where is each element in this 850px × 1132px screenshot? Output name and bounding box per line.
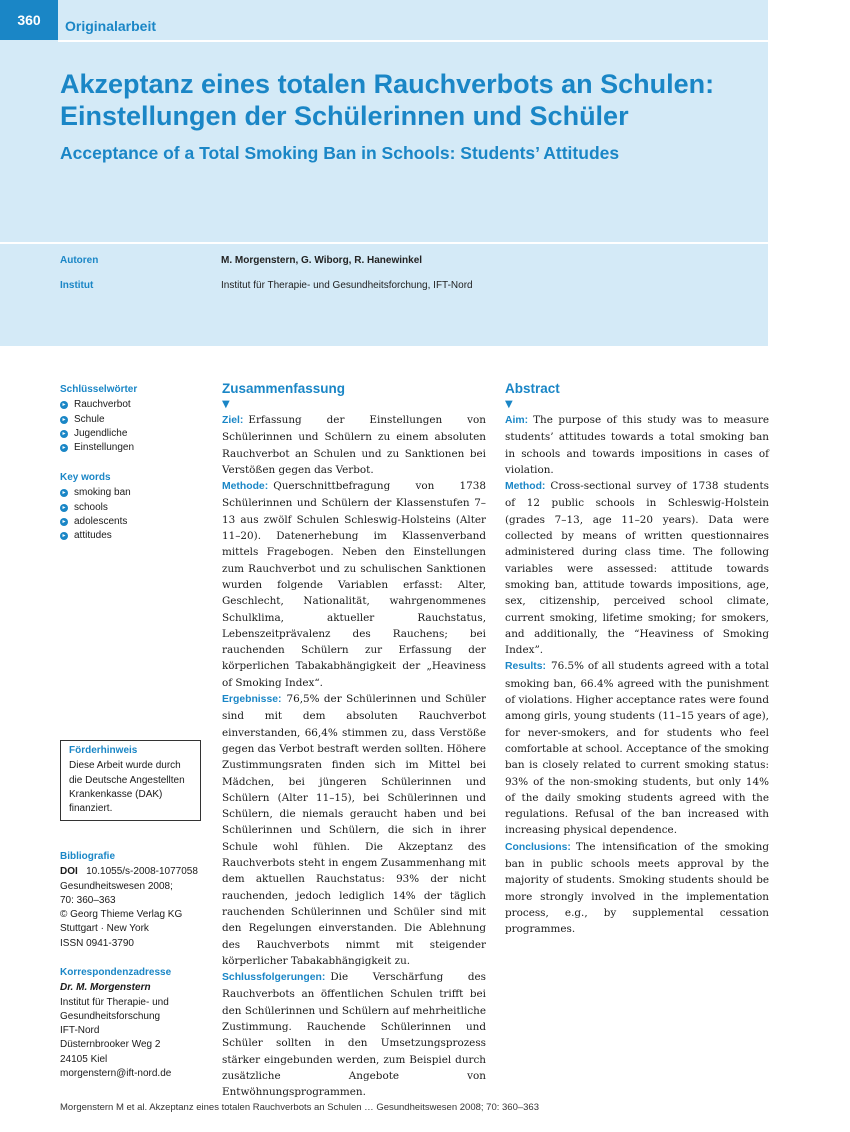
paragraph-methode: Methode: Querschnittbefragung von 1738 Schülerinnen und Schülern der Klassenstufen 7–13 aus zwölf Schulen Schleswig-Holsteins (Alter 11–20). Datenerhebung im Klassenverband mittels Fragebogen. Neben den Einstellungen zum Rauchverbot und zu schulischen Sanktionen wurden folgende Variablen erfasst: Alter, Geschlecht, Nationalität, wahrgenommenes Schulklima, aktueller Rauchstatus, Lebenszeitprävalenz des Rauchens; bei rauchenden Schülern zur Erfassung der körperlichen Tabakabhängigkeit der „Heaviness of Smoking Index“. xyxy=(222,480,486,689)
arrow-bullet-icon: ▸ xyxy=(60,416,68,424)
email-link[interactable]: morgenstern@ift-nord.de xyxy=(60,1068,172,1080)
paragraph-schluss: Schlussfolgerungen: Die Verschärfung des Rauchverbots an öffentlichen Schulen trifft bei den Schülerinnen und Schülern auf mehrheitliche Zustimmung. Rauchende Schülerinnen und Schüler sollten in den Umsetzungsprozess stärker eingebunden werden, zum Beispiel durch zusätzliche Angebote von Entwöhnungsprogrammen. xyxy=(222,971,486,1099)
doi-link[interactable]: 10.1055/s-2008-1077058 xyxy=(86,866,198,878)
address-line: 24105 Kiel xyxy=(60,1053,108,1065)
keywords-de xyxy=(60,383,210,455)
article-title-de: Akzeptanz eines totalen Rauchverbots an Schulen: Einstellungen der Schülerinnen und Schüler xyxy=(60,69,715,131)
doi-line: DOI 10.1055/s-2008-1077058 xyxy=(60,866,198,878)
paragraph-ziel: Ziel: Erfassung der Einstellungen von Schülerinnen und Schülern zu einem absoluten Rauchverbot an Schulen und zu Sanktionen bei Verstößen gegen das Verbot. xyxy=(222,414,486,476)
header-divider xyxy=(58,40,768,42)
page-footer: Morgenstern M et al. Akzeptanz eines totalen Rauchverbots an Schulen … Gesundheitswesen 2008; 70: 360–363 xyxy=(60,1102,539,1113)
correspondence-name: Dr. M. Morgenstern xyxy=(60,982,151,994)
arrow-bullet-icon: ▸ xyxy=(60,504,68,512)
funding-note xyxy=(60,740,201,821)
arrow-bullet-icon: ▸ xyxy=(60,532,68,540)
keyword-item: ▸ Rauchverbot xyxy=(60,398,210,412)
funding-title: Förderhinweis xyxy=(69,745,138,756)
paragraph-results: Results: 76.5% of all students agreed with a total smoking ban, 66.4% agreed with the punishment of violations. Higher acceptance rates were found among girls, young students (11–15 years of age), for never-smokers, and for students who feel comfortable at school. Acceptance of the smoking ban is closely related to current smoking status: 93% of the non-smoking students, but only 14% of the daily smoking students agreed with the regulations. Refusal of the ban increased with increasing physical dependence. xyxy=(505,660,769,837)
keywords-en xyxy=(60,471,210,543)
arrow-bullet-icon: ▸ xyxy=(60,401,68,409)
article-title-en: Acceptance of a Total Smoking Ban in Schools: Students’ Attitudes xyxy=(60,143,620,163)
keyword-item: ▸ schools xyxy=(60,501,210,515)
address-line: Gesundheitsforschung xyxy=(60,1010,161,1022)
bib-line: 70: 360–363 xyxy=(60,894,116,906)
triangle-down-icon: ▼ xyxy=(505,399,513,410)
arrow-bullet-icon: ▸ xyxy=(60,518,68,526)
bib-line: Stuttgart · New York xyxy=(60,923,149,935)
bib-line: Gesundheitswesen 2008; xyxy=(60,880,173,892)
abstract-en xyxy=(505,380,769,938)
keywords-de-title: Schlüsselwörter xyxy=(60,384,138,395)
bibliography-title: Bibliografie xyxy=(60,851,116,862)
correspondence-title: Korrespondenzadresse xyxy=(60,967,172,978)
page-number: 360 xyxy=(0,0,58,40)
keyword-item: ▸ Einstellungen xyxy=(60,441,210,455)
abstract-en-title: Abstract xyxy=(505,381,560,396)
keyword-item: ▸ adolescents xyxy=(60,515,210,529)
bib-line: ISSN 0941-3790 xyxy=(60,937,134,949)
keyword-item: ▸ Jugendliche xyxy=(60,427,210,441)
paragraph-method: Method: Cross-sectional survey of 1738 students of 12 public schools in Schleswig-Holstein (grades 7–13, age 11–20 years). Data were collected by means of written questionnaires administered during class time. The following variables were assessed: attitude towards smoking ban, attitude towards impositions, age, sex, citizenship, perceived school climate, current smoking, lifetime smoking; for smokers, and additionally, the “Heaviness of Smoking Index”. xyxy=(505,480,769,657)
correspondence xyxy=(60,966,210,1081)
address-line: IFT-Nord xyxy=(60,1025,100,1037)
authors-label: Autoren xyxy=(60,255,99,266)
address-line: Düsternbrooker Weg 2 xyxy=(60,1039,161,1051)
institute: Institut für Therapie- und Gesundheitsforchung, IFT-Nord xyxy=(221,280,473,291)
arrow-bullet-icon: ▸ xyxy=(60,489,68,497)
keyword-item: ▸ attitudes xyxy=(60,529,210,543)
section-label: Originalarbeit xyxy=(65,18,157,34)
institute-label: Institut xyxy=(60,280,94,291)
summary-de-title: Zusammenfassung xyxy=(222,381,346,396)
keywords-en-title: Key words xyxy=(60,472,111,483)
keyword-item: ▸ Schule xyxy=(60,413,210,427)
paragraph-aim: Aim: The purpose of this study was to measure students’ attitudes towards a total smoking ban in schools and towards impositions in cases of violation. xyxy=(505,414,769,476)
bibliography xyxy=(60,850,210,951)
keyword-item: ▸ smoking ban xyxy=(60,486,210,500)
summary-de xyxy=(222,380,486,1100)
bib-line: © Georg Thieme Verlag KG xyxy=(60,909,183,921)
address-line: Institut für Therapie- und xyxy=(60,996,169,1008)
funding-text: Diese Arbeit wurde durch die Deutsche Angestellten Krankenkasse (DAK) finanziert. xyxy=(69,760,185,815)
triangle-down-icon: ▼ xyxy=(222,399,230,410)
arrow-bullet-icon: ▸ xyxy=(60,444,68,452)
paragraph-conclusions: Conclusions: The intensification of the smoking ban in public schools meets approval by the majority of students. Smoking students should be more strongly involved in the implementation process, e.g., by supplemental cessation programmes. xyxy=(505,840,769,936)
authors: M. Morgenstern, G. Wiborg, R. Hanewinkel xyxy=(221,255,423,266)
arrow-bullet-icon: ▸ xyxy=(60,430,68,438)
paragraph-ergebnisse: Ergebnisse: 76,5% der Schülerinnen und Schüler sind mit dem absoluten Rauchverbot einverstanden, 66,4% stimmen zu, dass Verstöße gegen das Verbot bestraft werden sollten. Höhere Zustimmungsraten finden sich im Mittel bei Mädchen, bei jüngeren Schülerinnen und Schülern (Alter 11–15), bei Schülerinnen und Schülern, die niemals geraucht haben und bei Schülerinnen und Schülern, die sich in ihrer Schule wohl fühlen. Die Akzeptanz des Rauchverbots steht in engem Zusammenhang mit dem aktuellen Rauchstatus: 93% der nicht rauchenden, jedoch lediglich 14% der täglich rauchenden Schülerinnen und Schüler sind mit den Regelungen einverstanden. Die Ablehnung des Rauchverbots nimmt mit steigender körperlicher Tabakabhängigkeit zu. xyxy=(222,693,486,967)
